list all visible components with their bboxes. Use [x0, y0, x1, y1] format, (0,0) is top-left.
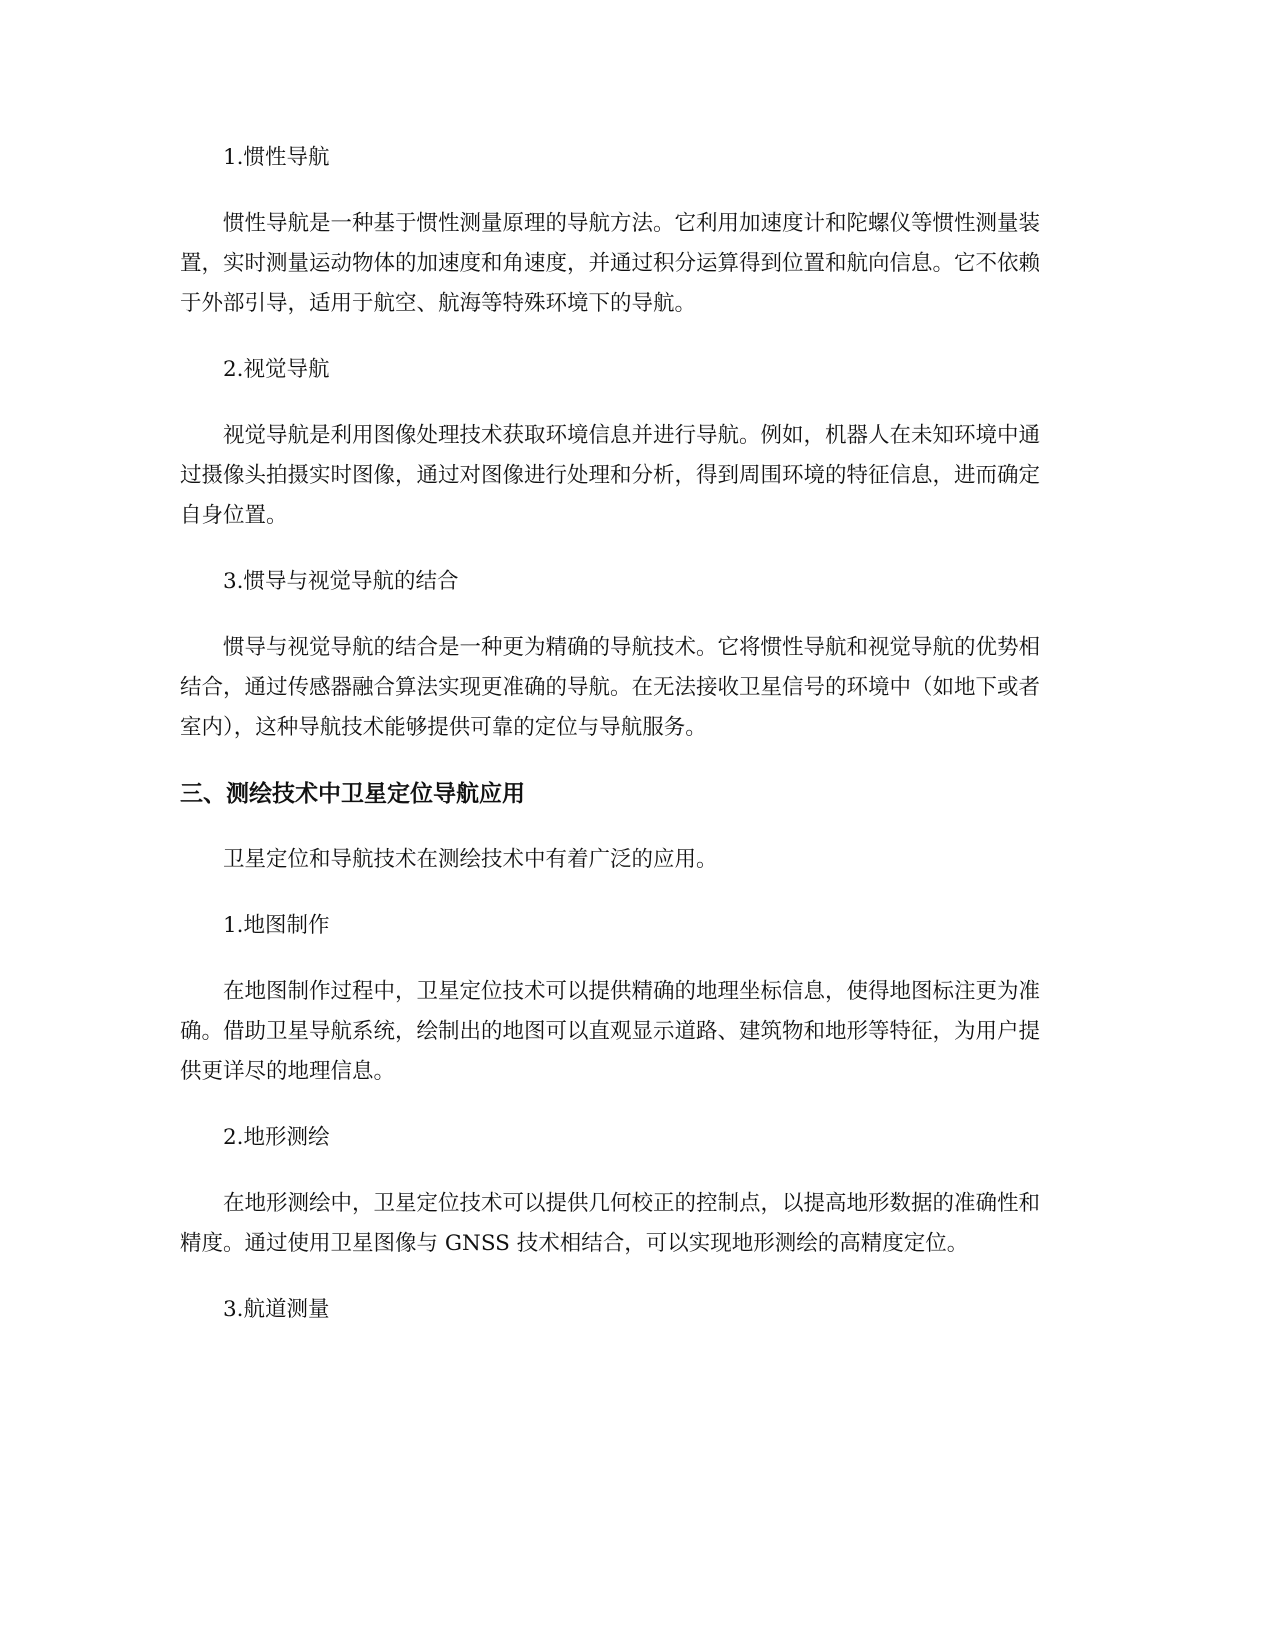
paragraph-combined-navigation: 惯导与视觉导航的结合是一种更为精确的导航技术。它将惯性导航和视觉导航的优势相结合，通过传感器融合算法实现更准确的导航。在无法接收卫星信号的环境中（如地下或者室内），这种导航技术能够提供可靠的定位与导航服务。 — [180, 635, 1041, 740]
paragraph-applications-intro: 卫星定位和导航技术在测绘技术中有着广泛的应用。 — [223, 847, 718, 872]
subheading-combined-navigation: 3.惯导与视觉导航的结合 — [223, 569, 459, 594]
subheading-terrain-surveying: 2.地形测绘 — [223, 1125, 330, 1150]
subheading-visual-navigation: 2.视觉导航 — [223, 357, 330, 382]
paragraph-map-making: 在地图制作过程中，卫星定位技术可以提供精确的地理坐标信息，使得地图标注更为准确。借助卫星导航系统，绘制出的地图可以直观显示道路、建筑物和地形等特征，为用户提供更详尽的地理信息。 — [180, 979, 1041, 1084]
section-title-surveying-applications: 三、测绘技术中卫星定位导航应用 — [180, 781, 525, 807]
document-body — [180, 138, 1040, 1356]
paragraph-inertial-navigation: 惯性导航是一种基于惯性测量原理的导航方法。它利用加速度计和陀螺仪等惯性测量装置，实时测量运动物体的加速度和角速度，并通过积分运算得到位置和航向信息。它不依赖于外部引导，适用于航空、航海等特殊环境下的导航。 — [180, 211, 1041, 316]
subheading-channel-survey: 3.航道测量 — [223, 1297, 330, 1322]
subheading-inertial-navigation: 1.惯性导航 — [223, 145, 330, 170]
paragraph-terrain-surveying: 在地形测绘中，卫星定位技术可以提供几何校正的控制点，以提高地形数据的准确性和精度。通过使用卫星图像与 GNSS 技术相结合，可以实现地形测绘的高精度定位。 — [180, 1191, 1041, 1256]
subheading-map-making: 1.地图制作 — [223, 913, 330, 938]
paragraph-visual-navigation: 视觉导航是利用图像处理技术获取环境信息并进行导航。例如，机器人在未知环境中通过摄像头拍摄实时图像，通过对图像进行处理和分析，得到周围环境的特征信息，进而确定自身位置。 — [180, 423, 1041, 528]
